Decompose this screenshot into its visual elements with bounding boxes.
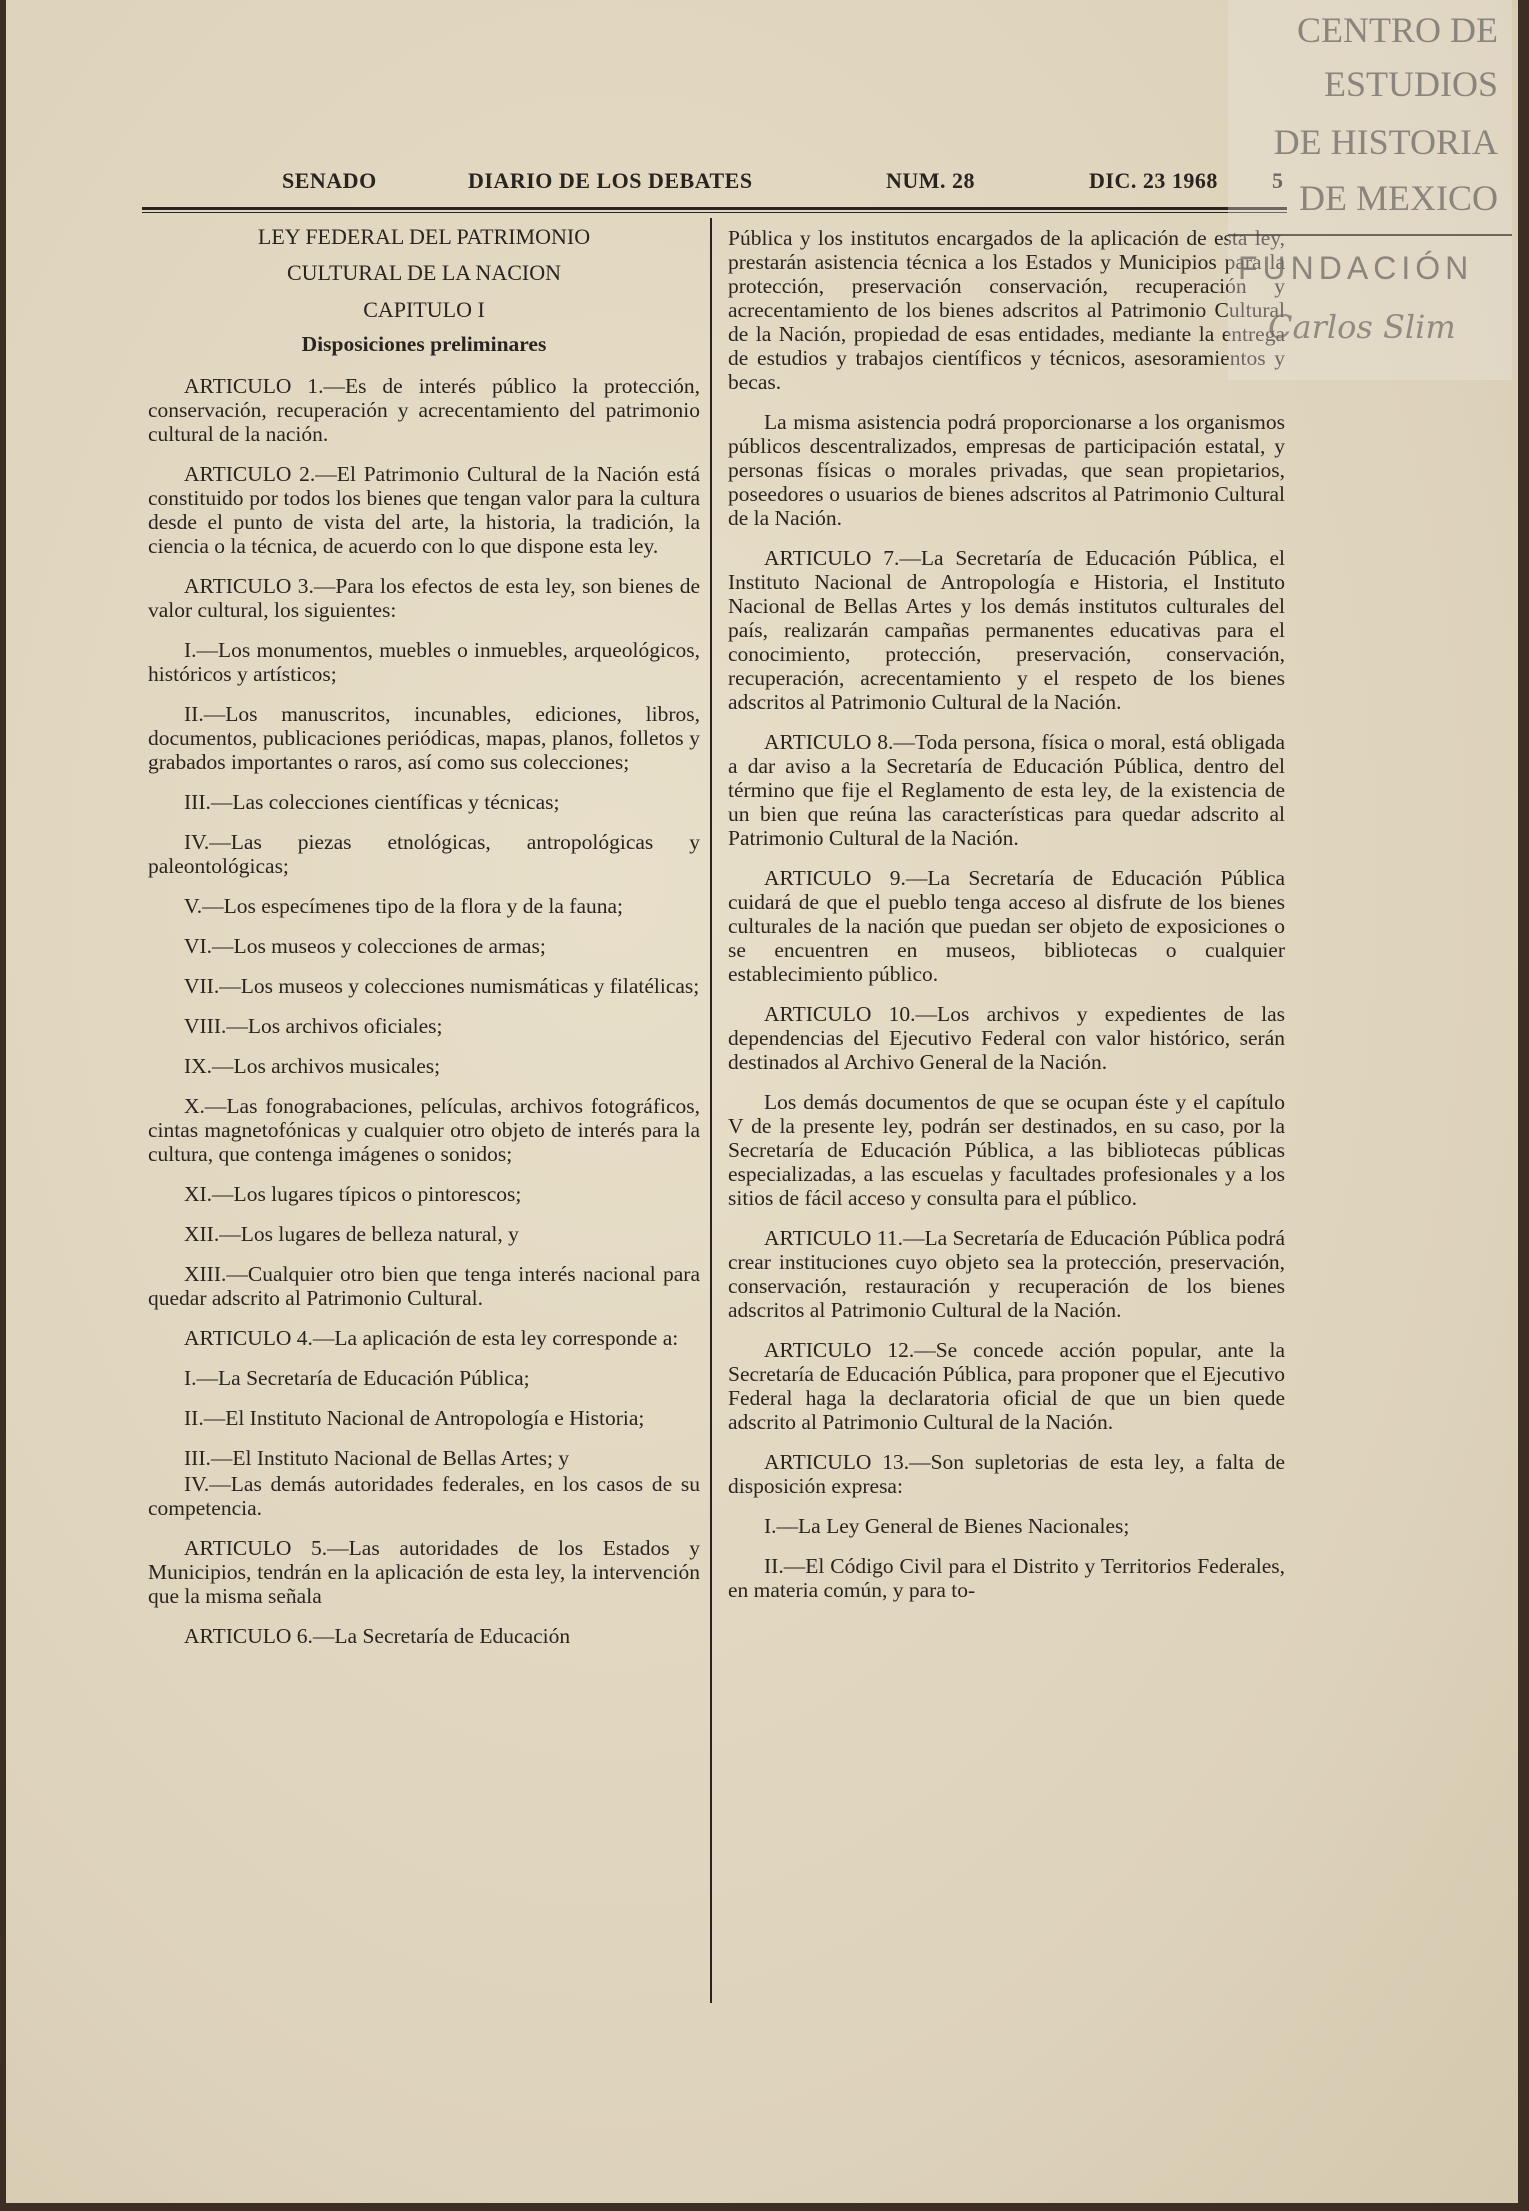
paragraph: I.—Los monumentos, muebles o inmuebles, arqueológicos, históricos y artísticos; bbox=[148, 638, 700, 686]
paragraph: ARTICULO 5.—Las autoridades de los Estados y Municipios, tendrán en la aplicación de esta ley, la intervención que la misma señala bbox=[148, 1536, 700, 1608]
document-page bbox=[6, 0, 1518, 2203]
watermark-line: ESTUDIOS bbox=[1323, 64, 1498, 104]
paragraph: IV.—Las piezas etnológicas, antropológicas y paleontológicas; bbox=[148, 830, 700, 878]
paragraph: ARTICULO 7.—La Secretaría de Educación Pública, el Instituto Nacional de Antropología e Historia, el Instituto Nacional de Bellas Artes y los demás institutos culturales del país, realizarán campañas permanentes educativas para el conocimiento, protección, preservación, conservación, recuperación, acrecentamiento y el respeto de los bienes adscritos al Patrimonio Cultural de la Nación. bbox=[728, 546, 1285, 714]
paragraph: IV.—Las demás autoridades federales, en los casos de su competencia. bbox=[148, 1472, 700, 1520]
watermark-signature: Carlos Slim bbox=[1268, 308, 1456, 346]
paragraph: X.—Las fonograbaciones, películas, archivos fotográficos, cintas magnetofónicas y cualquier otro objeto de interés para la cultura, que contenga imágenes o sonidos; bbox=[148, 1094, 700, 1166]
paragraph: VIII.—Los archivos oficiales; bbox=[184, 1014, 443, 1038]
paragraph: I.—La Secretaría de Educación Pública; bbox=[184, 1366, 530, 1390]
paragraph: La misma asistencia podrá proporcionarse a los organismos públicos descentralizados, empresas de participación estatal, y personas físicas o morales privadas, que sean propietarios, poseedores o usuarios de bienes adscritos al Patrimonio Cultural de la Nación. bbox=[728, 410, 1285, 530]
header-rule-thin bbox=[142, 212, 1287, 213]
paragraph: ARTICULO 6.—La Secretaría de Educación bbox=[184, 1624, 571, 1648]
paragraph: Los demás documentos de que se ocupan éste y el capítulo V de la presente ley, podrán ser destinados, en su caso, por la Secretaría de Educación Pública, a las bibliotecas públicas especializadas, a las escuelas y facultades profesionales y a los sitios de fácil acceso y consulta para el público. bbox=[728, 1090, 1285, 1210]
paragraph: Pública y los institutos encargados de la aplicación de esta ley, prestarán asistencia técnica a los Estados y Municipios para la protección, preservación conservación, recuperación y acrecentamiento de los bienes adscritos al Patrimonio Cultural de la Nación, propiedad de esas entidades, mediante la entrega de estudios y trabajos científicos y técnicos, asesoramientos y becas. bbox=[728, 226, 1285, 394]
paragraph: II.—Los manuscritos, incunables, ediciones, libros, documentos, publicaciones periódicas, mapas, planos, folletos y grabados importantes o raros, así como sus colecciones; bbox=[148, 702, 700, 774]
left-paragraphs bbox=[148, 374, 700, 1648]
paragraph: ARTICULO 1.—Es de interés público la protección, conservación, recuperación y acrecentamiento del patrimonio cultural de la nación. bbox=[148, 374, 700, 446]
right-paragraphs bbox=[728, 226, 1285, 1602]
paragraph: III.—El Instituto Nacional de Bellas Artes; y bbox=[184, 1446, 570, 1470]
paragraph: ARTICULO 9.—La Secretaría de Educación Pública cuidará de que el pueblo tenga acceso al disfrute de los bienes culturales de la nación que puedan ser objeto de exposiciones o se encuentren en museos, bibliotecas o cualquier establecimiento público. bbox=[728, 866, 1285, 986]
left-column bbox=[148, 226, 700, 1664]
paragraph: XI.—Los lugares típicos o pintorescos; bbox=[184, 1182, 522, 1206]
column-divider bbox=[710, 218, 712, 2003]
paragraph: ARTICULO 12.—Se concede acción popular, ante la Secretaría de Educación Pública, para proponer que el Ejecutivo Federal haga la declaratoria oficial de que un bien quede adscrito al Patrimonio Cultural de la Nación. bbox=[728, 1338, 1285, 1434]
law-title-line-2: CULTURAL DE LA NACION bbox=[287, 260, 561, 285]
paragraph: XII.—Los lugares de belleza natural, y bbox=[184, 1222, 519, 1246]
paragraph: XIII.—Cualquier otro bien que tenga interés nacional para quedar adscrito al Patrimonio Cultural. bbox=[148, 1262, 700, 1310]
header-date: DIC. 23 1968 bbox=[1089, 168, 1218, 193]
header-issue: NUM. 28 bbox=[886, 168, 976, 193]
watermark-line: CENTRO DE bbox=[1297, 10, 1498, 50]
header-page-number: 5 bbox=[1272, 168, 1284, 193]
paragraph: II.—El Código Civil para el Distrito y Territorios Federales, en materia común, y para to- bbox=[728, 1554, 1285, 1602]
paragraph: ARTICULO 11.—La Secretaría de Educación Pública podrá crear instituciones cuyo objeto sea la protección, preservación, conservación, restauración y recuperación de los bienes adscritos al Patrimonio Cultural de la Nación. bbox=[728, 1226, 1285, 1322]
archive-watermark bbox=[1228, 0, 1512, 380]
header-chamber: SENADO bbox=[282, 168, 377, 193]
section-subtitle: Disposiciones preliminares bbox=[301, 332, 547, 356]
paragraph: V.—Los especímenes tipo de la flora y de la fauna; bbox=[184, 894, 624, 918]
watermark-rule bbox=[1228, 234, 1512, 236]
paragraph: ARTICULO 8.—Toda persona, física o moral, está obligada a dar aviso a la Secretaría de Educación Pública, dentro del término que fije el Reglamento de esta ley, de la existencia de un bien que reúna las características para quedar adscrito al Patrimonio Cultural de la Nación. bbox=[728, 730, 1285, 850]
header-rule bbox=[142, 207, 1287, 210]
paragraph: ARTICULO 13.—Son supletorias de esta ley, a falta de disposición expresa: bbox=[728, 1450, 1285, 1498]
watermark-foundation: FUNDACIÓN bbox=[1238, 250, 1474, 286]
watermark-line: DE MEXICO bbox=[1299, 178, 1498, 218]
paragraph: III.—Las colecciones científicas y técnicas; bbox=[184, 790, 560, 814]
paragraph: ARTICULO 3.—Para los efectos de esta ley, son bienes de valor cultural, los siguientes: bbox=[148, 574, 700, 622]
paragraph: ARTICULO 10.—Los archivos y expedientes de las dependencias del Ejecutivo Federal con valor histórico, serán destinados al Archivo General de la Nación. bbox=[728, 1002, 1285, 1074]
paragraph: VI.—Los museos y colecciones de armas; bbox=[184, 934, 546, 958]
paragraph: VII.—Los museos y colecciones numismáticas y filatélicas; bbox=[184, 974, 700, 998]
watermark-line: DE HISTORIA bbox=[1273, 122, 1498, 162]
paragraph: ARTICULO 2.—El Patrimonio Cultural de la Nación está constituido por todos los bienes que tengan valor para la cultura desde el punto de vista del arte, la historia, la tradición, la ciencia o la técnica, de acuerdo con lo que dispone esta ley. bbox=[148, 462, 700, 558]
paragraph: I.—La Ley General de Bienes Nacionales; bbox=[764, 1514, 1130, 1538]
paragraph: II.—El Instituto Nacional de Antropología e Historia; bbox=[184, 1406, 645, 1430]
law-title-line-1: LEY FEDERAL DEL PATRIMONIO bbox=[257, 224, 591, 249]
chapter-heading: CAPITULO I bbox=[363, 297, 485, 322]
paragraph: ARTICULO 4.—La aplicación de esta ley corresponde a: bbox=[184, 1326, 679, 1350]
paragraph: IX.—Los archivos musicales; bbox=[184, 1054, 441, 1078]
right-column bbox=[728, 226, 1285, 1618]
page-header bbox=[282, 168, 1282, 202]
header-publication: DIARIO DE LOS DEBATES bbox=[468, 168, 753, 193]
